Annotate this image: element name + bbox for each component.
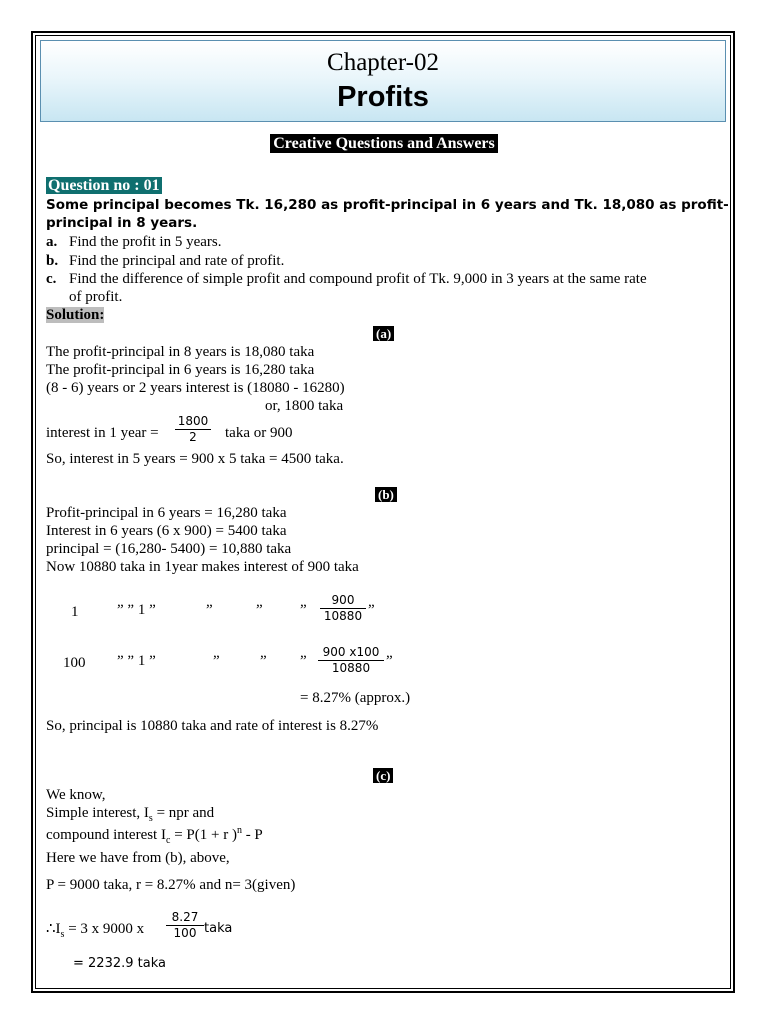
ratio-row1-f: ” bbox=[368, 602, 375, 618]
part-a-fraction bbox=[175, 414, 211, 445]
ratio-row2-fraction bbox=[318, 645, 384, 676]
part-a-line3: (8 - 6) years or 2 years interest is (18080 - 16280) bbox=[46, 380, 345, 396]
part-c-line5: P = 9000 taka, r = 8.27% and n= 3(given) bbox=[46, 877, 296, 893]
part-b-line2: Interest in 6 years (6 x 900) = 5400 taka bbox=[46, 523, 287, 539]
solution-label: Solution: bbox=[46, 307, 105, 323]
fraction-numerator: 1800 bbox=[177, 414, 209, 428]
ratio-row2-d: ” bbox=[260, 653, 267, 669]
part-a-line5-post: taka or 900 bbox=[225, 425, 293, 441]
calc-expression: = 3 x 9000 x bbox=[64, 921, 145, 937]
si-subscript: s bbox=[148, 813, 153, 824]
part-c-fraction bbox=[166, 910, 204, 941]
part-b-tag: (b) bbox=[375, 487, 397, 502]
ci-exponent: n bbox=[236, 825, 242, 836]
ratio-row2-f: ” bbox=[386, 653, 393, 669]
part-a-line2: The profit-principal in 6 years is 16,280 taka bbox=[46, 362, 315, 378]
question-part-c-text2: of profit. bbox=[69, 289, 123, 305]
question-stem-line1: Some principal becomes Tk. 16,280 as profit-principal in 6 years and Tk. 18,080 as profit- bbox=[46, 197, 729, 213]
part-letter: a. bbox=[46, 234, 58, 250]
part-b-line3: principal = (16,280- 5400) = 10,880 taka bbox=[46, 541, 292, 557]
fraction-numerator: 900 bbox=[331, 593, 355, 607]
part-c-calc bbox=[46, 920, 144, 944]
part-c-compound-interest bbox=[46, 822, 263, 850]
question-part-b bbox=[46, 252, 58, 270]
part-c-tag: (c) bbox=[373, 768, 393, 783]
fraction-denominator: 10880 bbox=[320, 608, 366, 624]
question-label-wrap bbox=[46, 177, 162, 195]
question-part-c bbox=[46, 270, 56, 288]
question-stem-line2: principal in 8 years. bbox=[46, 215, 198, 231]
ratio-row2-e: ” bbox=[300, 653, 307, 669]
ratio-row2-b: ” ” 1 ” bbox=[117, 653, 156, 669]
part-b-line1: Profit-principal in 6 years = 16,280 taka bbox=[46, 505, 287, 521]
part-c-calc-unit: taka bbox=[204, 921, 233, 936]
question-part-a bbox=[46, 233, 57, 251]
solution-label-wrap bbox=[46, 306, 104, 324]
part-b-conclusion: So, principal is 10880 taka and rate of interest is 8.27% bbox=[46, 718, 379, 734]
ratio-row1-a: 1 bbox=[71, 604, 79, 620]
question-part-a-text: Find the profit in 5 years. bbox=[69, 234, 222, 250]
ratio-row1-fraction bbox=[320, 593, 366, 624]
ci-text: compound interest I bbox=[46, 827, 166, 843]
part-b-tag-wrap bbox=[375, 486, 397, 504]
calc-therefore: ∴I bbox=[46, 921, 61, 937]
part-a-line6: So, interest in 5 years = 900 x 5 taka = 4500 taka. bbox=[46, 451, 344, 467]
ci-formula-end: - P bbox=[241, 827, 263, 843]
si-formula: = npr and bbox=[152, 805, 215, 821]
part-letter: b. bbox=[46, 253, 59, 269]
question-part-b-text: Find the principal and rate of profit. bbox=[69, 253, 285, 269]
chapter-banner bbox=[40, 40, 726, 122]
fraction-denominator: 2 bbox=[175, 429, 211, 445]
fraction-numerator: 8.27 bbox=[171, 910, 199, 924]
chapter-title: Profits bbox=[337, 81, 429, 113]
question-label: Question no : 01 bbox=[48, 177, 160, 194]
si-text: Simple interest, I bbox=[46, 805, 149, 821]
part-c-result: = 2232.9 taka bbox=[73, 956, 166, 971]
ratio-row1-e: ” bbox=[300, 602, 307, 618]
fraction-denominator: 10880 bbox=[318, 660, 384, 676]
question-part-c-text: Find the difference of simple profit and compound profit of Tk. 9,000 in 3 years at the same rate bbox=[69, 271, 647, 287]
ratio-row2-a: 100 bbox=[63, 655, 86, 671]
part-a-tag: (a) bbox=[373, 326, 394, 341]
part-a-line5-pre: interest in 1 year = bbox=[46, 425, 159, 441]
fraction-denominator: 100 bbox=[166, 925, 204, 941]
ratio-row1-c: ” bbox=[206, 602, 213, 618]
ci-subscript: c bbox=[165, 835, 171, 846]
part-a-tag-wrap bbox=[373, 325, 394, 343]
ratio-row1-d: ” bbox=[256, 602, 263, 618]
part-c-line1: We know, bbox=[46, 787, 106, 803]
part-a-line1: The profit-principal in 8 years is 18,080 taka bbox=[46, 344, 315, 360]
part-b-approx: = 8.27% (approx.) bbox=[300, 690, 411, 706]
calc-subscript: s bbox=[60, 929, 65, 940]
ci-formula: = P(1 + r ) bbox=[170, 827, 237, 843]
ratio-row2-c: ” bbox=[213, 653, 220, 669]
section-heading-wrap bbox=[0, 135, 768, 153]
section-heading: Creative Questions and Answers bbox=[270, 134, 498, 153]
part-c-tag-wrap bbox=[373, 767, 393, 785]
part-c-line4: Here we have from (b), above, bbox=[46, 850, 230, 866]
ratio-row1-b: ” ” 1 ” bbox=[117, 602, 156, 618]
part-a-line4: or, 1800 taka bbox=[265, 398, 344, 414]
fraction-numerator: 900 x100 bbox=[322, 645, 380, 659]
part-b-line4: Now 10880 taka in 1year makes interest of 900 taka bbox=[46, 559, 359, 575]
part-letter: c. bbox=[46, 271, 57, 287]
chapter-number: Chapter-02 bbox=[327, 49, 439, 76]
